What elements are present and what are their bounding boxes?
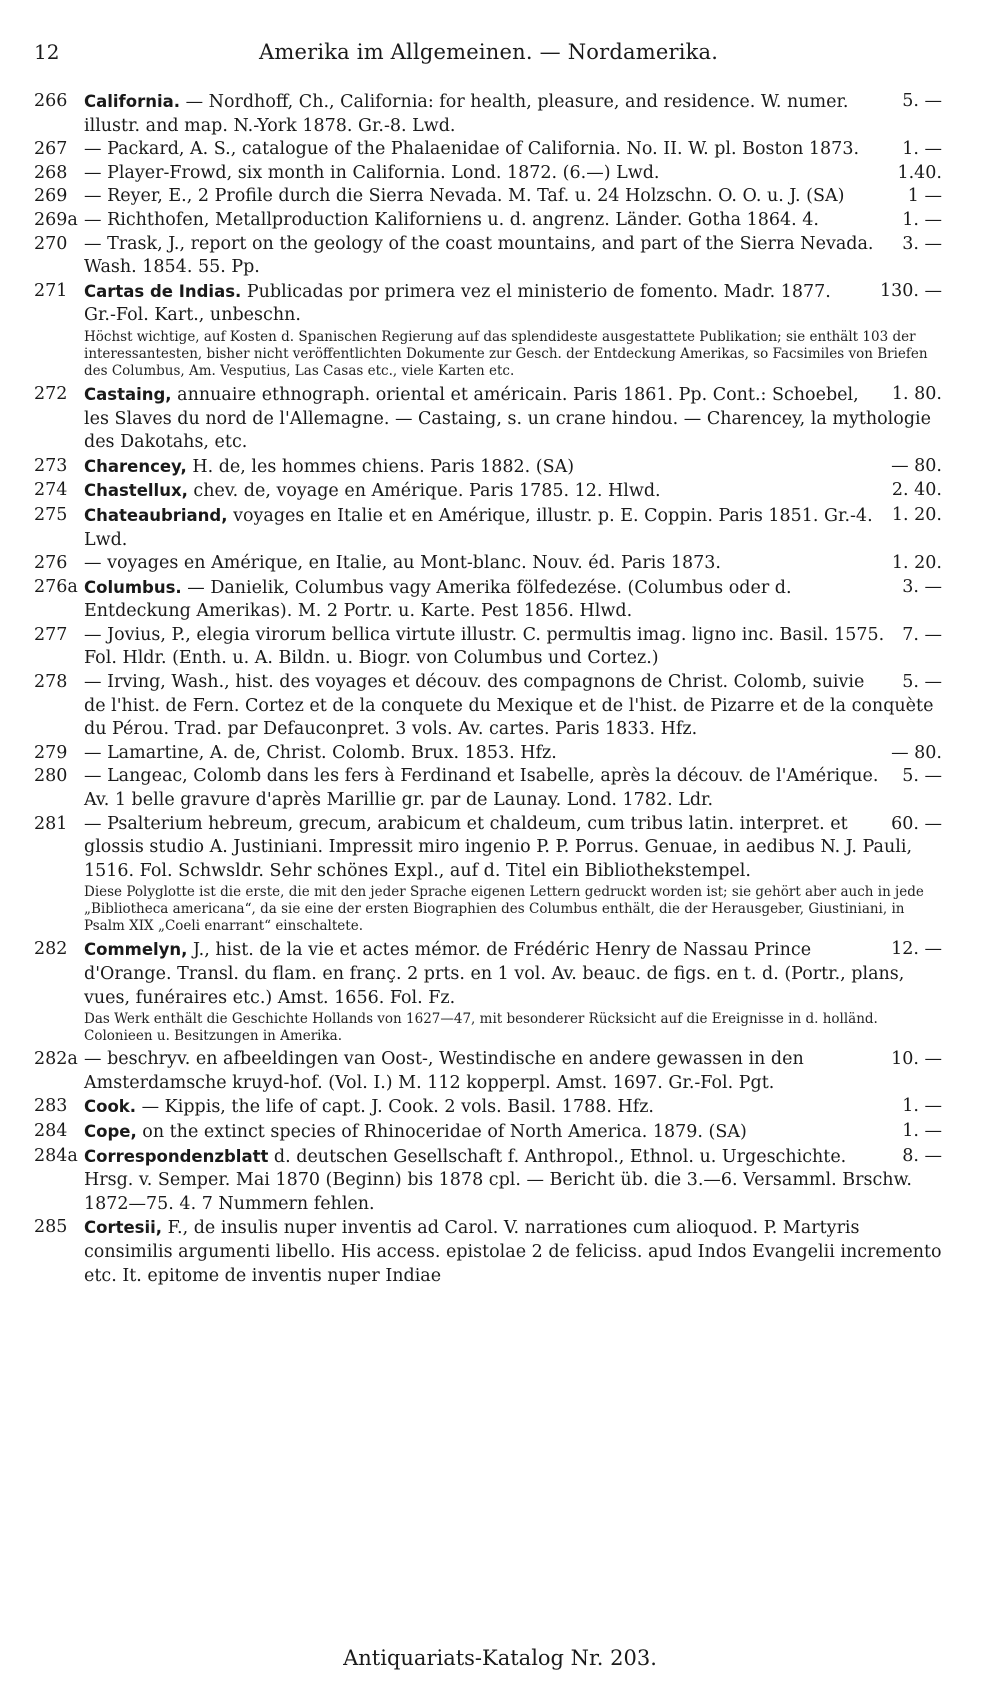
entry-description: annuaire ethnograph. oriental et américain. Paris 1861. Pp. Cont.: Schoebel, les Slaves du nord de l'Allemagne. — Castaing, s. un crane hindou. — Charencey, la mythologie des Dakotahs, etc. [84,384,931,453]
entry-heading: Chastellux, [84,481,188,501]
entry-heading: California. [84,92,181,111]
entry-description: — Jovius, P., elegia virorum bellica virtute illustr. C. permultis imag. ligno inc. Basil. 1575. Fol. Hldr. (Enth. u. A. Bildn. u. Biogr. von Columbus und Cortez.) [84,624,885,669]
entry-number: 269a [34,209,78,230]
entry-number: 278 [34,672,68,693]
entry-number: 272 [34,383,68,404]
entry-description: Publicadas por primera vez el ministerio de fomento. Madr. 1877. Gr.-Fol. Kart., unbeschn. [84,281,831,326]
entry-price: 5. — [902,766,942,787]
catalog-entry [34,1095,942,1120]
catalog-entry [34,455,942,480]
catalog-entry [34,209,942,233]
entry-description: — Trask, J., report on the geology of the coast mountains, and part of the Sierra Nevada. Wash. 1854. 55. Pp. [84,233,874,278]
catalog-entry [34,90,942,138]
entry-number: 276 [34,553,68,574]
catalog-entry [34,162,942,186]
page-header [34,40,944,70]
catalog-entries [34,90,942,1288]
entry-number: 276a [34,576,78,597]
entry-description: — voyages en Amérique, en Italie, au Mont-blanc. Nouv. éd. Paris 1873. [84,553,721,574]
entry-description: — Kippis, the life of capt. J. Cook. 2 vols. Basil. 1788. Hfz. [136,1097,654,1118]
entry-description: — Psalterium hebreum, grecum, arabicum et chaldeum, cum tribus latin. interpret. et glossis studio A. Justiniani. Impressit miro ingenio P. P. Porrus. Genuae, in aedibus N. J. Pauli, 1516. Fol. Schwsldr. Sehr schönes Expl., auf d. Titel ein Bibliothekstempel. [84,813,913,881]
catalog-entry [34,1048,942,1095]
entry-price: 3. — [902,576,942,597]
entry-heading: Cook. [84,1097,137,1117]
entry-note: Das Werk enthält die Geschichte Hollands von 1627—47, mit besonderer Rücksicht auf die Ereignisse in d. holländ. Colonieen u. Besitzungen in Amerika. [84,1011,878,1045]
entry-heading: Columbus. [84,577,182,597]
entry-price: 3. — [902,233,942,254]
entry-price: 1. — [902,1120,942,1141]
entry-heading: Correspondenzblatt [84,1146,269,1166]
entry-number: 279 [34,742,68,763]
entry-description: on the extinct species of Rhinoceridae of North America. 1879. (SA) [136,1121,747,1142]
entry-heading: Cortesii, [84,1218,163,1238]
entry-heading: Castaing, [84,384,172,404]
catalog-entry [34,1145,942,1217]
entry-description: — Reyer, E., 2 Profile durch die Sierra Nevada. M. Taf. u. 24 Holzschn. O. O. u. J. (SA) [84,186,845,207]
entry-number: 280 [34,766,68,787]
entry-price: 12. — [891,939,942,960]
entry-number: 266 [34,91,68,111]
entry-number: 274 [34,480,68,501]
catalog-entry [34,138,942,162]
entry-price: — 80. [891,455,942,476]
entry-price: 7. — [902,624,942,645]
entry-note: Höchst wichtige, auf Kosten d. Spanischen Regierung auf das splendideste ausgestattete Publikation; sie enthält 103 der interessantesten, bisher nicht veröffentlichten Dokumente zur Gesch. der Entdeckung Amerikas, so Facsimiles von Briefen des Columbus, Am. Vesputius, Las Casas etc., viele Karten etc. [84,328,928,379]
catalog-footer: Antiquariats-Katalog Nr. 203. [343,1646,657,1670]
entry-description: — Richthofen, Metallproduction Kaliforniens u. d. angrenz. Länder. Gotha 1864. 4. [84,209,819,230]
catalog-entry [34,624,942,671]
catalog-entry [34,765,942,812]
entry-description: chev. de, voyage en Amérique. Paris 1785. 12. Hlwd. [187,481,661,502]
entry-description: — beschryv. en afbeeldingen van Oost-, Westindische en andere gewassen in den Amsterdamsche kruyd-hof. (Vol. I.) M. 112 kopperpl. Amst. 1697. Gr.-Fol. Pgt. [84,1049,804,1093]
entry-number: 275 [34,504,68,525]
catalog-entry [34,671,942,742]
entry-heading: Cartas de Indias. [84,281,242,301]
entry-number: 282a [34,1049,78,1070]
catalog-entry [34,552,942,576]
entry-price: 5. — [902,672,942,693]
page-number: 12 [34,40,60,64]
entry-heading: Chateaubriand, [84,505,228,525]
catalog-entry [34,1120,942,1145]
entry-price: 5. — [902,91,942,111]
entry-price: 60. — [891,813,942,834]
entry-number: 270 [34,233,68,254]
entry-price: 1. 20. [891,553,942,574]
entry-heading: Commelyn, [84,940,188,960]
entry-description: — Player-Frowd, six month in California. Lond. 1872. (6.—) Lwd. [84,162,660,183]
entry-description: — Irving, Wash., hist. des voyages et découv. des compagnons de Christ. Colomb, suivie de l'hist. de Fern. Cortez et de la conquete du Mexique et de l'hist. de Pizarre et de la conquète du Pérou. Trad. par Defauconpret. 3 vols. Av. cartes. Paris 1833. Hfz. [84,672,934,740]
entry-description: H. de, les hommes chiens. Paris 1882. (SA) [186,456,575,477]
entry-price: 2. 40. [891,480,942,501]
catalog-entry [34,1216,942,1288]
entry-number: 271 [34,280,68,301]
entry-price: — 80. [891,742,942,763]
entry-price: 130. — [879,280,942,301]
entry-price: 1. — [902,209,942,230]
entry-description: — Lamartine, A. de, Christ. Colomb. Brux. 1853. Hfz. [84,742,557,763]
entry-number: 284 [34,1120,68,1141]
running-title: Amerika im Allgemeinen. — Nordamerika. [259,40,719,64]
entry-heading: Charencey, [84,456,187,476]
catalog-entry [34,479,942,504]
entry-note: Diese Polyglotte ist die erste, die mit den jeder Sprache eigenen Lettern gedruckt worden ist; sie gehört aber auch in jede „Bibliotheca americana“, da sie eine der ersten Biographien des Columbus enthält, die der Herausgeber, Giustiniani, in Psalm XIX „Coeli enarrant“ einschaltete. [84,884,924,935]
entry-price: 1 — [907,186,942,207]
entry-description: — Langeac, Colomb dans les fers à Ferdinand et Isabelle, après la découv. de l'Amérique. Av. 1 belle gravure d'après Marillie gr. par de Launay. Lond. 1782. Ldr. [84,766,879,811]
entry-price: 1. — [902,1096,942,1117]
catalog-entry [34,185,942,209]
entry-number: 268 [34,162,68,183]
entry-description: — Danielik, Columbus vagy Amerika fölfedezése. (Columbus oder d. Entdeckung Amerikas). M. 2 Portr. u. Karte. Pest 1856. Hlwd. [84,577,792,622]
entry-description: — Nordhoff, Ch., California: for health, pleasure, and residence. W. numer. illustr. and map. N.-York 1878. Gr.-8. Lwd. [84,92,849,136]
catalog-entry [34,813,942,884]
catalog-entry [34,742,942,766]
catalog-entry [34,504,942,552]
catalog-entry [34,280,942,328]
entry-number: 267 [34,139,68,160]
catalog-entry [34,576,942,624]
entry-number: 273 [34,455,68,476]
entry-description: voyages en Italie et en Amérique, illustr. p. E. Coppin. Paris 1851. Gr.-4. Lwd. [84,505,873,550]
catalog-entry [34,233,942,280]
catalog-entry [34,938,942,1010]
catalog-entry [34,383,942,455]
entry-number: 281 [34,813,68,834]
entry-description: — Packard, A. S., catalogue of the Phalaenidae of California. No. II. W. pl. Boston 1873. [84,139,860,160]
entry-number: 283 [34,1096,68,1117]
entry-description: F., de insulis nuper inventis ad Carol. V. narrationes cum alioquod. P. Martyris consimilis argumenti libello. His access. epistolae 2 de feliciss. apud Indos Evangelii incremento etc. It. epitome de inventis nuper Indiae [84,1218,942,1286]
entry-number: 285 [34,1217,68,1238]
entry-price: 1. — [902,139,942,160]
entry-price: 10. — [891,1049,942,1070]
entry-price: 1.40. [897,162,942,183]
entry-number: 282 [34,939,68,960]
entry-number: 277 [34,624,68,645]
entry-number: 269 [34,186,68,207]
entry-price: 8. — [902,1145,942,1166]
entry-heading: Cope, [84,1121,137,1141]
entry-description: d. deutschen Gesellschaft f. Anthropol., Ethnol. u. Urgeschichte. Hrsg. v. Semper. Mai 1870 (Beginn) bis 1878 cpl. — Bericht üb. die 3.—6. Versamml. Brschw. 1872—75. 4. 7 Nummern fehlen. [84,1146,912,1214]
entry-price: 1. 80. [891,383,942,404]
entry-price: 1. 20. [891,504,942,525]
entry-description: J., hist. de la vie et actes mémor. de Frédéric Henry de Nassau Prince d'Orange. Transl. du flam. en franç. 2 prts. en 1 vol. Av. beauc. de figs. en t. d. (Portr., plans, vues, funéraires etc.) Amst. 1656. Fol. Fz. [84,940,905,1008]
entry-number: 284a [34,1145,78,1166]
